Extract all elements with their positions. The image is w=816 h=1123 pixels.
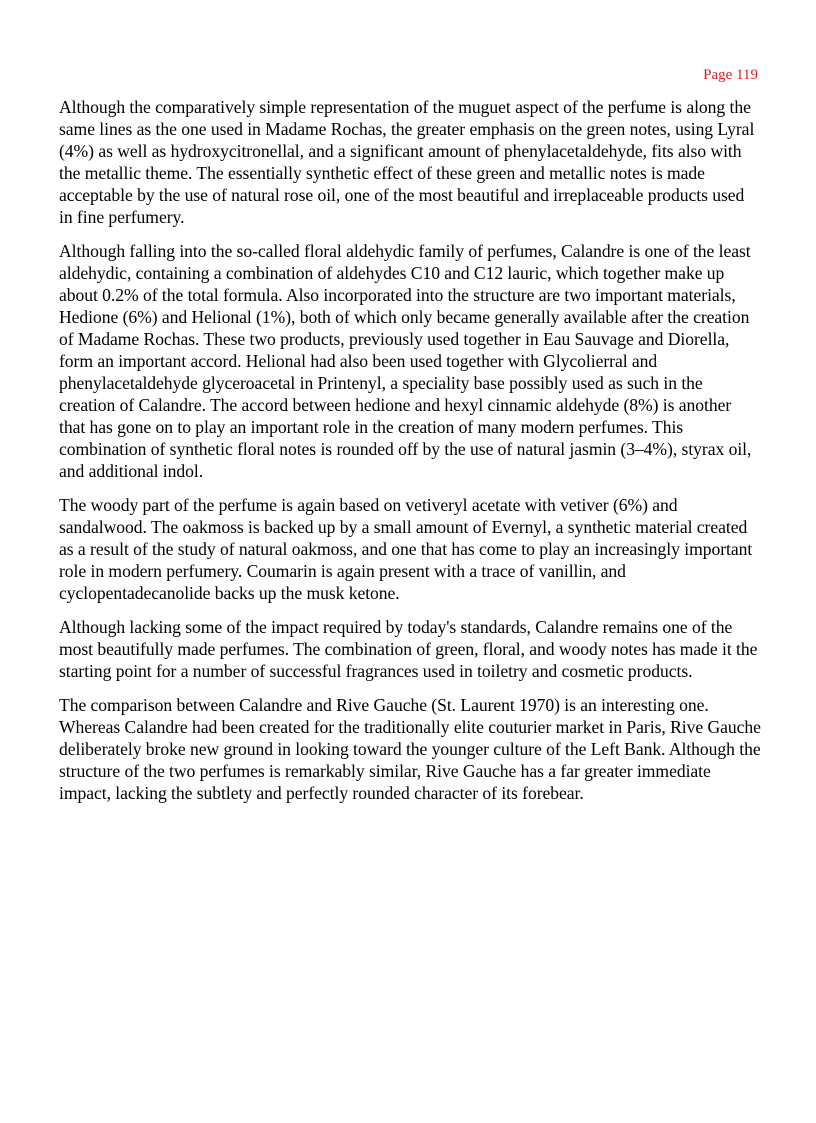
paragraph-impact: Although lacking some of the impact required by today's standards, Calandre remains one of the most beautifully made perfumes. The combination of green, floral, and woody notes has made it the starting point for a number of successful fragrances used in toiletry and cosmetic products.: [59, 617, 758, 681]
document-body: [59, 96, 761, 816]
paragraph-woody: The woody part of the perfume is again based on vetiveryl acetate with vetiver (6%) and sandalwood. The oakmoss is backed up by a small amount of Evernyl, a synthetic material created as a result of the study of natural oakmoss, and one that has come to play an increasingly important role in modern perfumery. Coumarin is again present with a trace of vanillin, and cyclopentadecanolide backs up the musk ketone.: [59, 495, 753, 603]
paragraph-floral-aldehydic: Although falling into the so-called floral aldehydic family of perfumes, Calandre is one of the least aldehydic, containing a combination of aldehydes C10 and C12 lauric, which together make up about 0.2% of the total formula. Also incorporated into the structure are two important materials, Hedione (6%) and Helional (1%), both of which only became generally available after the creation of Madame Rochas. These two products, previously used together in Eau Sauvage and Diorella, form an important accord. Helional had also been used together with Glycolierral and phenylacetaldehyde glyceroacetal in Printenyl, a speciality base possibly used as such in the creation of Calandre. The accord between hedione and hexyl cinnamic aldehyde (8%) is another that has gone on to play an important role in the creation of many modern perfumes. This combination of synthetic floral notes is rounded off by the use of natural jasmin (3–4%), styrax oil, and additional indol.: [59, 241, 752, 481]
paragraph-muguet: Although the comparatively simple representation of the muguet aspect of the perfume is along the same lines as the one used in Madame Rochas, the greater emphasis on the green notes, using Lyral (4%) as well as hydroxycitronellal, and a significant amount of phenylacetaldehyde, fits also with the metallic theme. The essentially synthetic effect of these green and metallic notes is made acceptable by the use of natural rose oil, one of the most beautiful and irreplaceable products used in fine perfumery.: [59, 97, 755, 227]
page-number: Page 119: [703, 67, 758, 83]
paragraph-comparison: The comparison between Calandre and Rive Gauche (St. Laurent 1970) is an interesting one. Whereas Calandre had been created for the traditionally elite couturier market in Paris, Rive Gauche deliberately broke new ground in looking toward the younger culture of the Left Bank. Although the structure of the two perfumes is remarkably similar, Rive Gauche has a far greater immediate impact, lacking the subtlety and perfectly rounded character of its forebear.: [59, 695, 761, 803]
